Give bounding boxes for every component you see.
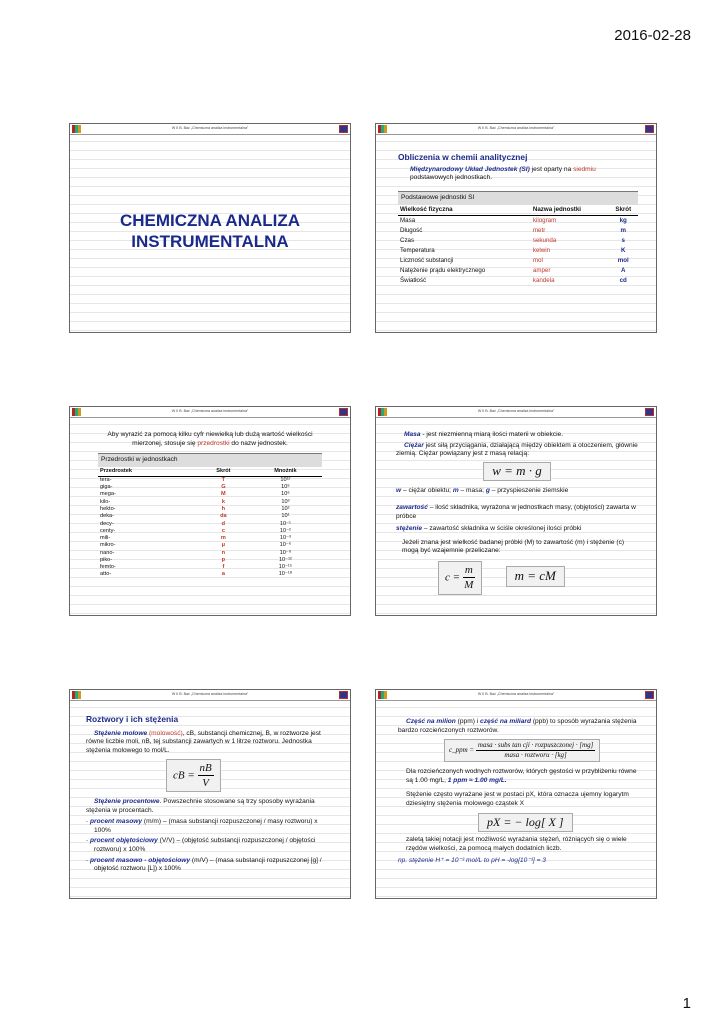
table-row: Temperatura kelwin K [400, 246, 626, 254]
table-row: Długość metr m [400, 226, 626, 234]
table-row: kilo- k 10³ [100, 498, 290, 505]
table-row: centy- c 10⁻² [100, 527, 291, 534]
slide-title [70, 210, 350, 252]
table-row: mega- M 10⁶ [100, 491, 290, 498]
table-row: Liczność substancji mol mol [400, 256, 629, 264]
title-line-2: INSTRUMENTALNA [131, 232, 289, 251]
table-row: deka- da 10¹ [100, 513, 290, 520]
concentration-formula: c = $\frac{m}{M}$ [438, 561, 482, 595]
concentration-definition: stężenie – zawartość składnika w ściśle określonej ilości próbki [396, 525, 582, 533]
table-row: Natężenie prądu elektrycznego amper A [400, 266, 626, 274]
si-table-caption: Podstawowe jednostki SI [398, 191, 638, 205]
slide-6 [375, 689, 657, 899]
ph-example: np. stężenie H⁺ = 10⁻³ mol/L to pH = -log[10⁻³] = 3 [398, 857, 546, 865]
slide-5 [69, 689, 351, 899]
molar-definition: Stężenie molowe (molowość), cB, substancji chemicznej, B, w roztworze jest równe liczbie moli, nB, tej substancji zawartych w 1 litrze roztworu. Jednostka stężenia molowego to mol/L. [86, 729, 321, 755]
list-item: - procent masowy (m/m) – (masa substancji rozpuszczonej / masy roztworu) x 100% [86, 818, 318, 834]
slide-header [70, 124, 350, 135]
slide-header-text: W II B. Bać „Chemiczna analiza instrumentalna” [171, 409, 249, 413]
slide-header [376, 124, 656, 135]
flag-logo [339, 408, 348, 416]
mass-definition: Masa - jest niezmienną miarą ilości materii w obiekcie. [404, 431, 564, 438]
table-row: Czas sekunda s [400, 236, 625, 244]
px-advantage: zaletą takiej notacji jest możliwość wyrażania stężeń, różniących się o wiele rzędów wielkości, za pomocą małych dodatnich liczb. [406, 836, 627, 852]
table-row: nano- n 10⁻⁹ [100, 549, 292, 556]
page-number: 1 [682, 995, 691, 1012]
flag-logo [645, 691, 654, 699]
content-definition: zawartość – ilość składnika, wyrażona w jednostkach masy, (objętości) zawarta w próbce [396, 504, 636, 520]
slide-header [70, 407, 350, 418]
table-row: decy- d 10⁻¹ [100, 520, 291, 527]
table-row: Masa kilogram kg [400, 216, 627, 224]
table-row: atto- a 10⁻¹⁸ [100, 571, 293, 578]
list-bullet: - [86, 837, 91, 845]
slide-header [376, 407, 656, 418]
percent-definition: Stężenie procentowe. Powszechnie stosowane są trzy sposoby wyrażania stężenia w procentach. [86, 798, 315, 814]
table-row: Światłość kandela cd [400, 277, 627, 285]
table-row: tera- T 10¹² [100, 476, 291, 483]
px-formula: pX = − log[ X ] [478, 813, 573, 833]
slide-heading: Obliczenia w chemii analitycznej [398, 152, 528, 162]
prefix-table-caption: Przedrostki w jednostkach [98, 453, 322, 467]
molar-formula: cB = $\frac{nB}{V}$ [166, 759, 221, 793]
flag-logo [645, 408, 654, 416]
list-bullet: - [86, 818, 91, 826]
table-header: Przedrostek Skrót Mnożnik [98, 467, 322, 477]
slide-header-text: W II B. Bać „Chemiczna analiza instrumentalna” [171, 126, 249, 130]
flag-logo [645, 125, 654, 133]
weight-formula: w = m · g [483, 462, 551, 481]
percent-list [86, 818, 336, 873]
table-row: mikro- μ 10⁻⁶ [100, 542, 292, 549]
si-intro: Międzynarodowy Układ Jednostek (SI) jest oparty na siedmiu podstawowych jednostkach. [410, 165, 596, 182]
slide-1 [69, 123, 351, 333]
list-bullet: - [86, 856, 91, 864]
conversion-text: Jeżeli znana jest wielkość badanej próbki (M) to zawartość (m) i stężenie (c) mogą być wzajemnie przeliczane: [402, 538, 625, 555]
flag-logo [339, 691, 348, 699]
slide-header [376, 690, 656, 701]
slide-3 [69, 406, 351, 616]
ppm-formula: c_ppm = $\frac{\text{masa · subs tan cji · rozpuszczonej · [mg]}}{\text{masa · roztworu · [kg]}}$ [444, 739, 600, 762]
slide-header-text: W II B. Bać „Chemiczna analiza instrumentalna” [477, 126, 555, 130]
list-item: - procent objętościowy (V/V) – (objętość substancji rozpuszczonej / objętości roztworu) x 100% [86, 837, 316, 854]
weight-definition: Ciężar jest siłą przyciągania, działającą między obiektem a otoczeniem, głównie ziemią. Ciężar powiązany jest z masą relacją: [396, 441, 638, 458]
si-units-table [398, 205, 638, 287]
slide-heading: Roztwory i ich stężenia [86, 714, 179, 724]
slide-header-text: W II B. Bać „Chemiczna analiza instrumentalna” [171, 692, 249, 696]
slide-header-text: W II B. Bać „Chemiczna analiza instrumentalna” [477, 692, 555, 696]
prefix-intro: Aby wyrazić za pomocą kilku cyfr niewielką lub dużą wartość wielkości mierzonej, stosuje się przedrostki do nazw jednostek. [107, 431, 313, 447]
slide-header [70, 690, 350, 701]
px-definition: Stężenie często wyrażane jest w postaci pX, która oznacza ujemny logarytm dziesiętny stężenia molowego cząstek X [406, 791, 629, 807]
table-row: piko- p 10⁻¹² [100, 556, 292, 563]
list-item: - procent masowo - objętościowy (m/V) – (masa substancji rozpuszczonej [g] / objętość roztworu [L]) x 100% [86, 856, 322, 873]
formula-legend: w – ciężar obiektu; m – masa; g – przyspieszenie ziemskie [396, 486, 569, 494]
content-formula: m = cM [506, 566, 565, 587]
table-row: giga- G 10⁹ [100, 484, 290, 491]
page-date: 2016-02-28 [614, 27, 691, 44]
title-line-1: CHEMICZNA ANALIZA [119, 211, 301, 230]
table-header: Wielkość fizyczna Nazwa jednostki Skrót [398, 205, 638, 216]
table-row: femto- f 10⁻¹⁵ [100, 564, 293, 571]
flag-logo [339, 125, 348, 133]
ppm-definition: Część na milion (ppm) i część na miliard (ppb) to sposób wyrażania stężenia bardzo rozcieńczonych roztworów. [398, 718, 637, 734]
table-row: mili- m 10⁻³ [100, 535, 291, 542]
table-row: hekto- h 10² [100, 506, 290, 513]
ppm-approximation: Dla rozcieńczonych wodnych roztworów, których gęstości w przybliżeniu równe są 1.00 mg/L, 1 ppm ≈ 1.00 mg/L. [406, 768, 637, 784]
prefix-table [98, 467, 322, 579]
slide-header-text: W II B. Bać „Chemiczna analiza instrumentalna” [477, 409, 555, 413]
slide-2 [375, 123, 657, 333]
slide-4 [375, 406, 657, 616]
